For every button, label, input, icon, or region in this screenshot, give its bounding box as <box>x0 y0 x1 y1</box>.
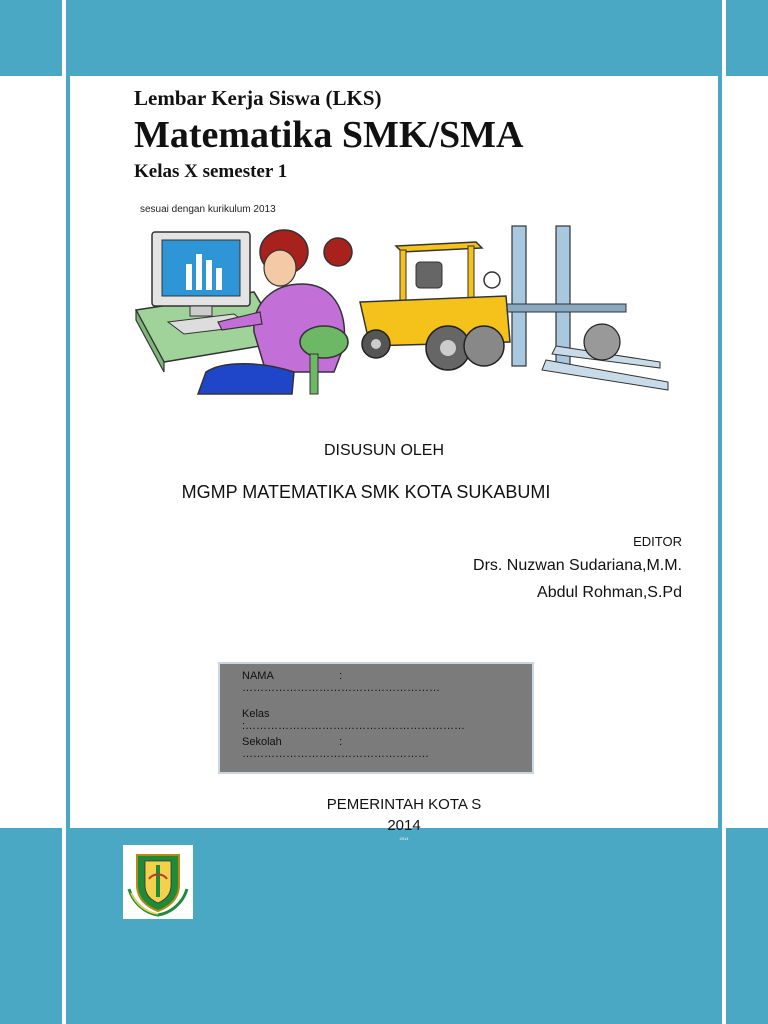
main-title: Matematika SMK/SMA <box>134 114 524 156</box>
organization-name: MGMP MATEMATIKA SMK KOTA SUKABUMI <box>181 482 551 502</box>
year-small: 2014 <box>399 836 409 841</box>
class-info: Kelas X semester 1 <box>134 161 288 182</box>
form-label-class: Kelas <box>242 708 270 720</box>
logo-box <box>123 845 193 919</box>
form-row-class <box>242 708 532 732</box>
bottom-band <box>0 828 768 1024</box>
city-emblem-icon <box>123 845 193 919</box>
publisher: PEMERINTAH KOTA S <box>326 796 482 813</box>
left-border-line <box>66 0 70 1024</box>
editor-name-2: Abdul Rohman,S.Pd <box>537 584 682 601</box>
white-strip-right <box>722 0 726 1024</box>
student-computer-icon <box>134 222 356 398</box>
series-title: Lembar Kerja Siswa (LKS) <box>134 86 382 110</box>
form-value-school: : …………………………………………… <box>242 736 429 760</box>
curriculum-note: sesuai dengan kurikulum 2013 <box>140 204 276 215</box>
compiled-by-label: DISUSUN OLEH <box>323 442 445 459</box>
form-value-name: : ……………………………………………… <box>242 670 440 694</box>
student-info-box <box>218 662 534 774</box>
left-gap <box>70 0 718 76</box>
form-row-name <box>242 670 532 694</box>
editor-label: EDITOR <box>633 534 682 549</box>
form-value-class: :…………………………………………………… <box>242 720 466 732</box>
year: 2014 <box>387 817 421 834</box>
title-block <box>134 86 523 183</box>
form-label-name: NAMA <box>242 670 274 682</box>
editor-name-1: Drs. Nuzwan Sudariana,M.M. <box>473 557 682 574</box>
form-label-school: Sekolah <box>242 736 282 748</box>
white-strip-left <box>62 0 66 1024</box>
forklift-icon <box>356 222 674 400</box>
form-row-school <box>242 736 532 760</box>
